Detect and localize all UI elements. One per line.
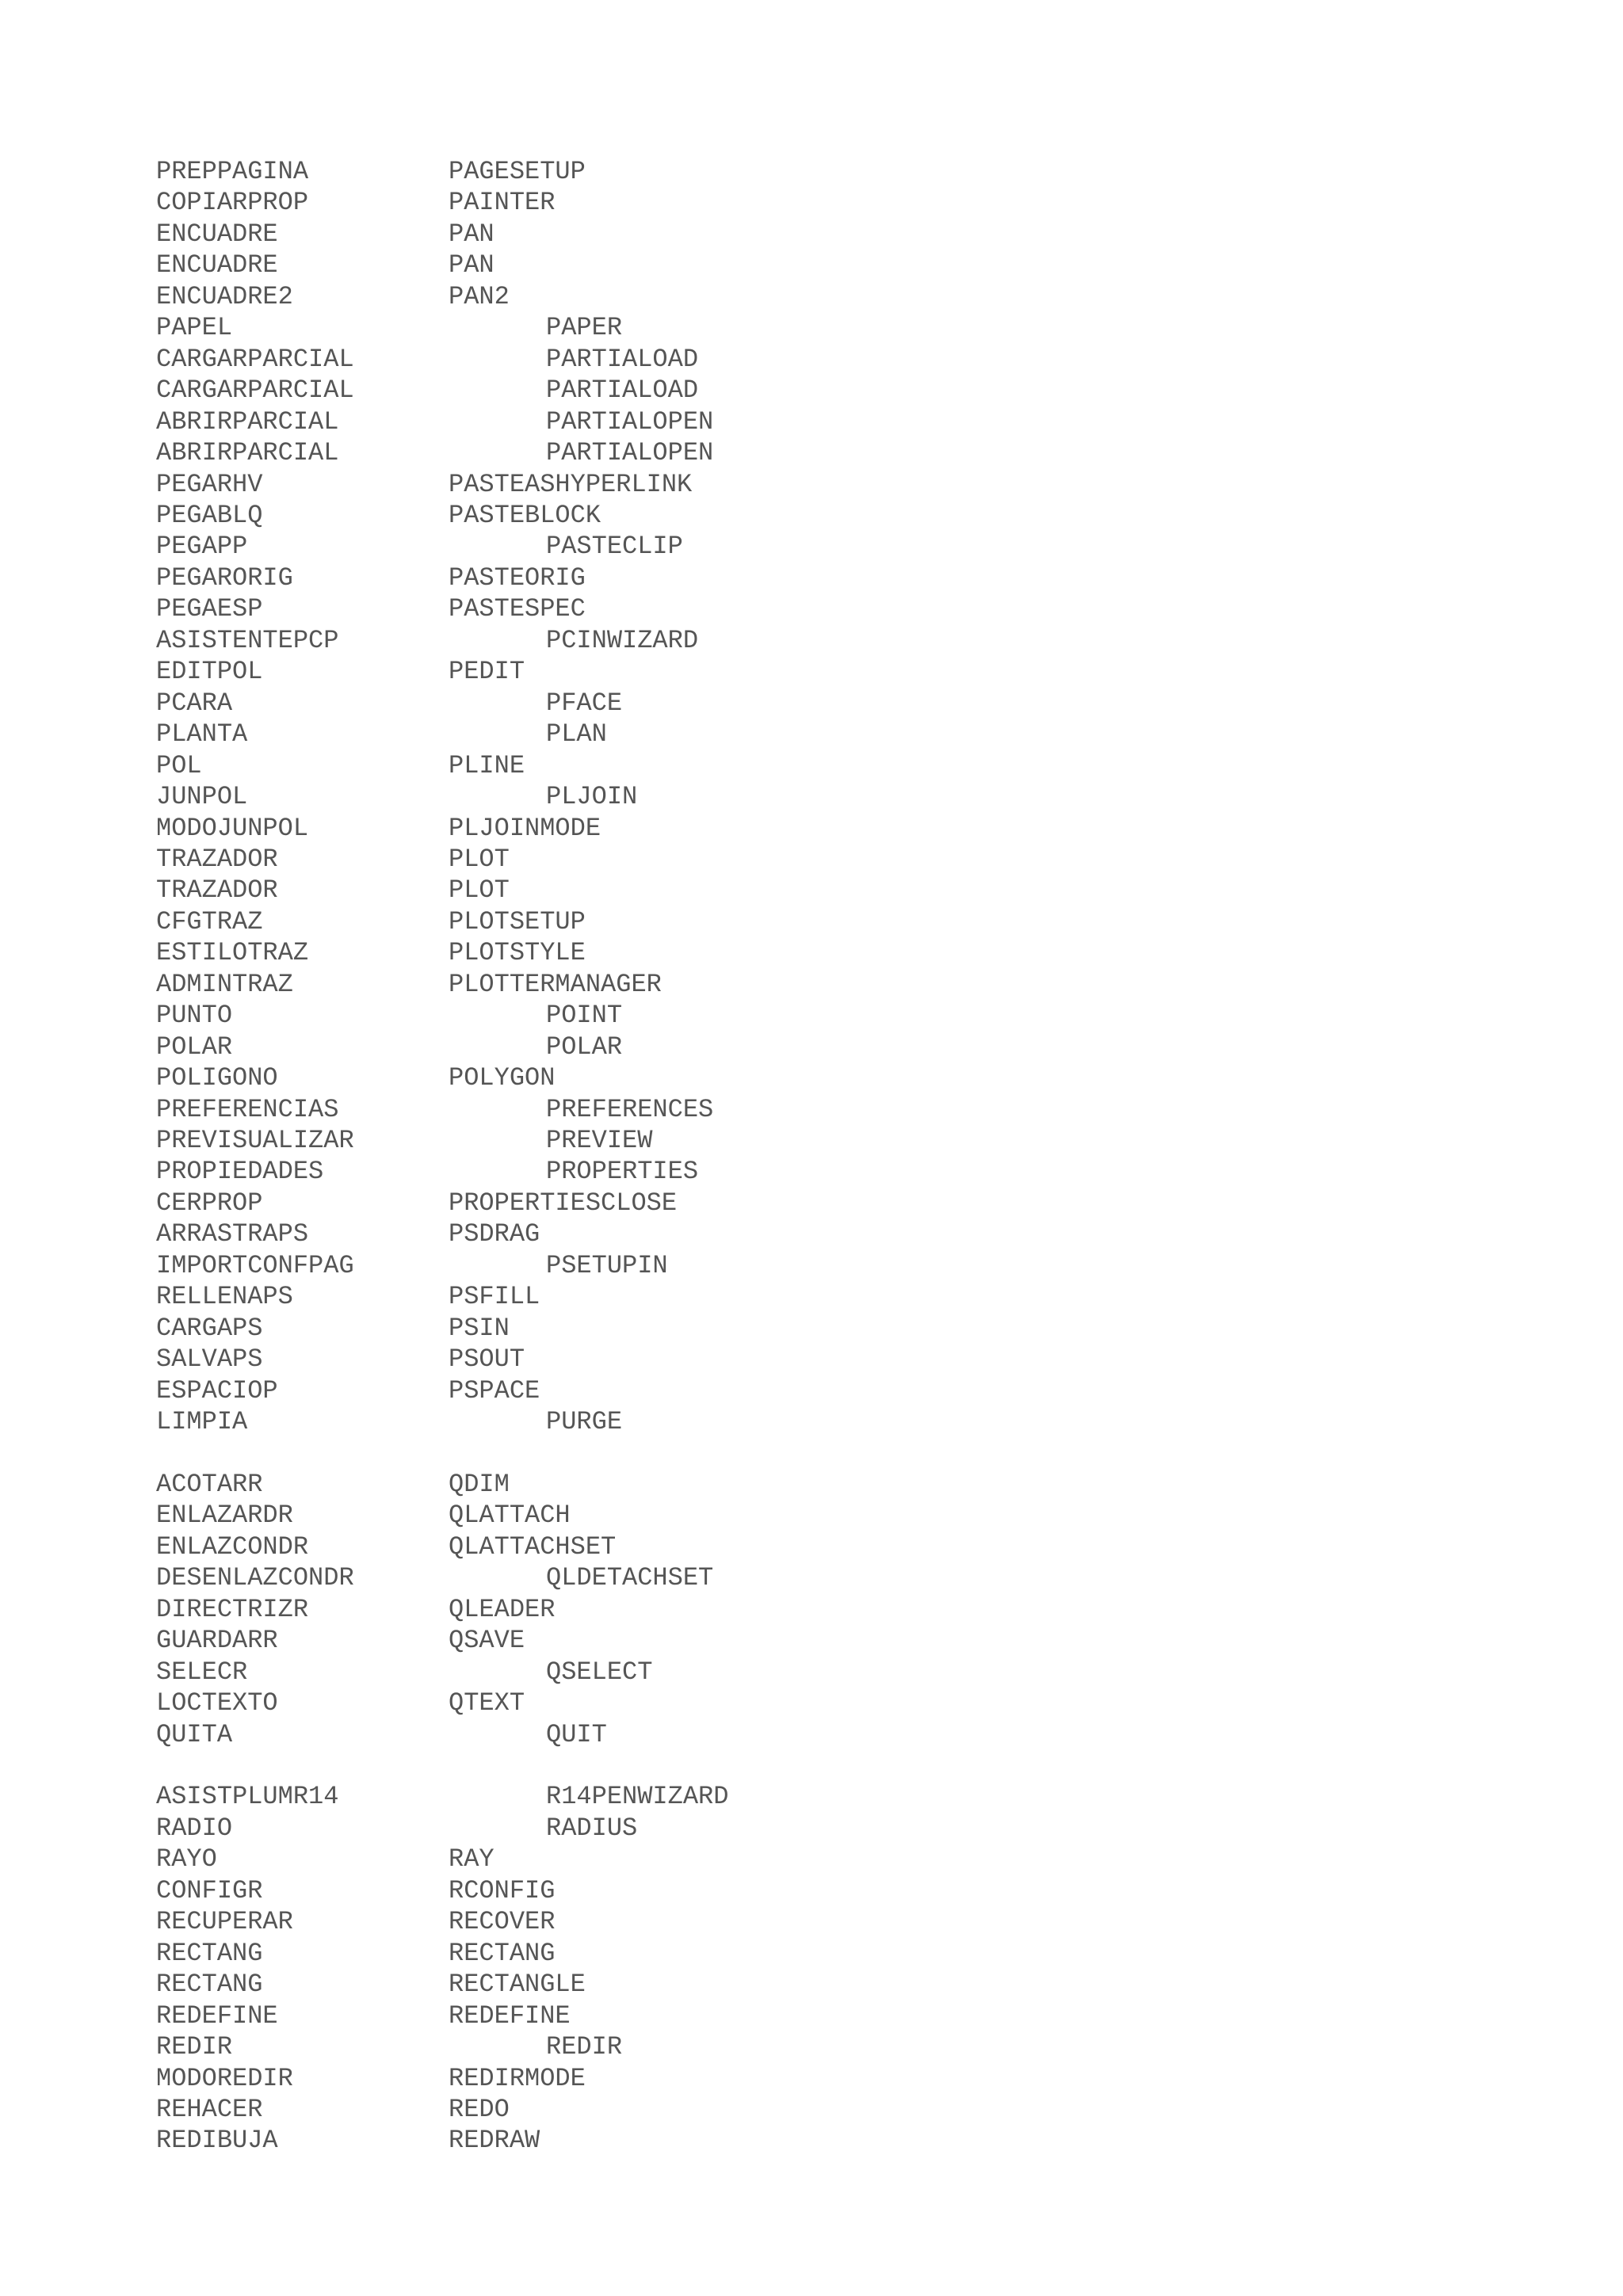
command-row [0, 1032, 872, 1062]
spanish-command: TRAZADOR [156, 844, 278, 874]
command-row [0, 906, 872, 937]
english-command: PAN [449, 219, 495, 249]
english-command: RAY [449, 1844, 495, 1875]
command-row [0, 1657, 872, 1688]
command-row [0, 2063, 872, 2094]
command-row [0, 219, 872, 250]
spanish-command: PEGAPP [156, 532, 248, 562]
spanish-command: ABRIRPARCIAL [156, 406, 339, 437]
command-row [0, 688, 872, 719]
spanish-command: QUITA [156, 1719, 233, 1749]
spanish-command: SALVAPS [156, 1344, 263, 1375]
spanish-command: DESENLAZCONDR [156, 1563, 354, 1593]
english-command: PARTIALOPEN [546, 406, 714, 437]
english-command: PLOTSTYLE [449, 938, 586, 968]
spanish-command: MODOJUNPOL [156, 813, 309, 843]
english-command: PASTEORIG [449, 563, 586, 593]
english-command: PLOTTERMANAGER [449, 969, 662, 999]
english-command: PCINWIZARD [546, 625, 699, 655]
spanish-command: SELECR [156, 1657, 248, 1687]
command-row [0, 1344, 872, 1375]
spanish-command: ENCUADRE [156, 219, 278, 249]
command-row [0, 2094, 872, 2125]
english-command: POLAR [546, 1032, 623, 1062]
english-command: PREFERENCES [546, 1094, 714, 1124]
english-command: PLOT [449, 875, 510, 906]
spanish-command: RAYO [156, 1844, 217, 1875]
english-command: PLAN [546, 719, 607, 749]
command-row [0, 1594, 872, 1625]
spanish-command: REHACER [156, 2094, 263, 2124]
command-row [0, 1062, 872, 1093]
command-row [0, 1688, 872, 1718]
command-row [0, 1969, 872, 2000]
command-row [0, 1844, 872, 1875]
command-row [0, 406, 872, 437]
english-command: PAN2 [449, 281, 510, 311]
spanish-command: PEGARORIG [156, 563, 293, 593]
english-command: PLJOINMODE [449, 813, 601, 843]
spanish-command: CARGARPARCIAL [156, 376, 354, 406]
command-row [0, 1281, 872, 1312]
english-command: PARTIALOAD [546, 376, 699, 406]
english-command: POINT [546, 1001, 623, 1031]
spanish-command: PAPEL [156, 313, 233, 343]
english-command: PFACE [546, 688, 623, 718]
spanish-command: ASISTPLUMR14 [156, 1782, 339, 1812]
english-command: QLEADER [449, 1594, 556, 1624]
command-row [0, 1531, 872, 1562]
command-row [0, 1000, 872, 1031]
spanish-command: RECTANG [156, 1970, 263, 2000]
spanish-command: RECTANG [156, 1938, 263, 1968]
english-command: PARTIALOAD [546, 344, 699, 374]
command-row [0, 875, 872, 906]
english-command: PSIN [449, 1313, 510, 1343]
spanish-command: ACOTARR [156, 1469, 263, 1499]
english-command: PROPERTIES [546, 1157, 699, 1187]
spanish-command: PUNTO [156, 1001, 233, 1031]
spanish-command: CONFIGR [156, 1875, 263, 1905]
command-row [0, 375, 872, 406]
english-command: REDRAW [449, 2126, 540, 2156]
spanish-command: COPIARPROP [156, 188, 309, 218]
spanish-command: POLAR [156, 1032, 233, 1062]
command-row [0, 625, 872, 656]
english-command: QLATTACHSET [449, 1531, 617, 1562]
command-row [0, 1906, 872, 1937]
spanish-command: ENCUADRE2 [156, 281, 293, 311]
command-row [0, 531, 872, 562]
command-row [0, 2031, 872, 2062]
spanish-command: ESTILOTRAZ [156, 938, 309, 968]
english-command: QLDETACHSET [546, 1563, 714, 1593]
command-row [0, 156, 872, 187]
command-row [0, 469, 872, 500]
english-command: PROPERTIESCLOSE [449, 1188, 678, 1218]
english-command: PSDRAG [449, 1219, 540, 1249]
spanish-command: ENLAZCONDR [156, 1531, 309, 1562]
command-row [0, 500, 872, 531]
english-command: PAINTER [449, 188, 556, 218]
english-command: PREVIEW [546, 1126, 653, 1155]
spanish-command: REDIR [156, 2032, 233, 2061]
command-row [0, 1156, 872, 1187]
english-command: QSELECT [546, 1657, 653, 1687]
english-command: PSPACE [449, 1375, 540, 1405]
spanish-command: PROPIEDADES [156, 1157, 324, 1187]
english-command: PAGESETUP [449, 157, 586, 186]
english-command: PASTESPEC [449, 594, 586, 624]
english-command: PLOTSETUP [449, 906, 586, 936]
spanish-command: CFGTRAZ [156, 906, 263, 936]
command-row [0, 1813, 872, 1844]
command-row [0, 750, 872, 781]
command-row [0, 656, 872, 687]
command-row [0, 1781, 872, 1812]
spanish-command: CERPROP [156, 1188, 263, 1218]
spanish-command: ENCUADRE [156, 250, 278, 280]
english-command: QUIT [546, 1719, 607, 1749]
command-row [0, 250, 872, 280]
spanish-command: JUNPOL [156, 782, 248, 811]
english-command: PSETUPIN [546, 1250, 668, 1280]
spanish-command: LOCTEXTO [156, 1688, 278, 1718]
spanish-command: REDEFINE [156, 2000, 278, 2031]
command-row [0, 1500, 872, 1531]
command-row [0, 1125, 872, 1156]
english-command: PSFILL [449, 1282, 540, 1312]
spanish-command: LIMPIA [156, 1407, 248, 1436]
english-command: RCONFIG [449, 1875, 556, 1905]
english-command: RECTANGLE [449, 1970, 586, 2000]
spanish-command: PREFERENCIAS [156, 1094, 339, 1124]
english-command: REDIRMODE [449, 2063, 586, 2093]
english-command: PARTIALOPEN [546, 438, 714, 467]
spanish-command: PLANTA [156, 719, 248, 749]
english-command: QDIM [449, 1469, 510, 1499]
command-row [0, 844, 872, 875]
spanish-command: CARGARPARCIAL [156, 344, 354, 374]
command-row [0, 1875, 872, 1906]
command-row [0, 1469, 872, 1500]
spanish-command: MODOREDIR [156, 2063, 293, 2093]
english-command: POLYGON [449, 1063, 556, 1093]
spanish-command: ESPACIOP [156, 1375, 278, 1405]
english-command: RECOVER [449, 1907, 556, 1937]
command-row [0, 187, 872, 218]
spanish-command: TRAZADOR [156, 875, 278, 906]
english-command: PAN [449, 250, 495, 280]
english-command: RADIUS [546, 1813, 638, 1843]
spanish-command: POLIGONO [156, 1063, 278, 1093]
spanish-command: EDITPOL [156, 657, 263, 687]
command-row [0, 563, 872, 593]
command-row [0, 437, 872, 468]
english-command: QSAVE [449, 1626, 525, 1656]
spanish-command: PREVISUALIZAR [156, 1126, 354, 1155]
spanish-command: PEGARHV [156, 469, 263, 499]
spanish-command: ARRASTRAPS [156, 1219, 309, 1249]
command-row [0, 1188, 872, 1219]
spanish-command: ABRIRPARCIAL [156, 438, 339, 467]
command-row [0, 719, 872, 749]
command-row [0, 969, 872, 1000]
command-row [0, 2000, 872, 2031]
spanish-command: IMPORTCONFPAG [156, 1250, 354, 1280]
spanish-command: RECUPERAR [156, 1907, 293, 1937]
spanish-command: ADMINTRAZ [156, 969, 293, 999]
english-command: REDIR [546, 2032, 623, 2061]
spanish-command: PCARA [156, 688, 233, 718]
spanish-command: DIRECTRIZR [156, 1594, 309, 1624]
command-row [0, 1313, 872, 1344]
english-command: PASTEASHYPERLINK [449, 469, 693, 499]
english-command: REDEFINE [449, 2000, 571, 2031]
english-command: PLINE [449, 750, 525, 780]
spanish-command: PREPPAGINA [156, 157, 309, 186]
command-row [0, 1562, 872, 1593]
english-command: PURGE [546, 1407, 623, 1436]
english-command: PLOT [449, 844, 510, 874]
command-row [0, 1406, 872, 1437]
command-row [0, 1625, 872, 1656]
spanish-command: REDIBUJA [156, 2126, 278, 2156]
english-command: RECTANG [449, 1938, 556, 1968]
english-command: PASTECLIP [546, 532, 683, 562]
command-row [0, 781, 872, 812]
english-command: REDO [449, 2094, 510, 2124]
command-row [0, 1219, 872, 1249]
spanish-command: ASISTENTEPCP [156, 625, 339, 655]
command-row [0, 593, 872, 624]
spanish-command: GUARDARR [156, 1626, 278, 1656]
command-row [0, 937, 872, 968]
english-command: R14PENWIZARD [546, 1782, 729, 1812]
spanish-command: PEGABLQ [156, 501, 263, 530]
english-command: PLJOIN [546, 782, 638, 811]
command-row [0, 1375, 872, 1406]
spanish-command: RELLENAPS [156, 1282, 293, 1312]
command-row [0, 312, 872, 343]
english-command: PAPER [546, 313, 623, 343]
english-command: QTEXT [449, 1688, 525, 1718]
spanish-command: ENLAZARDR [156, 1501, 293, 1531]
spanish-command: POL [156, 750, 202, 780]
english-command: QLATTACH [449, 1501, 571, 1531]
command-row [0, 813, 872, 844]
spanish-command: CARGAPS [156, 1313, 263, 1343]
command-row [0, 1719, 872, 1750]
command-row [0, 1250, 872, 1281]
command-row [0, 1094, 872, 1125]
english-command: PSOUT [449, 1344, 525, 1375]
spanish-command: RADIO [156, 1813, 233, 1843]
command-row [0, 2125, 872, 2156]
spanish-command: PEGAESP [156, 594, 263, 624]
english-command: PASTEBLOCK [449, 501, 601, 530]
command-row [0, 344, 872, 375]
command-row [0, 1938, 872, 1969]
command-row [0, 281, 872, 312]
english-command: PEDIT [449, 657, 525, 687]
